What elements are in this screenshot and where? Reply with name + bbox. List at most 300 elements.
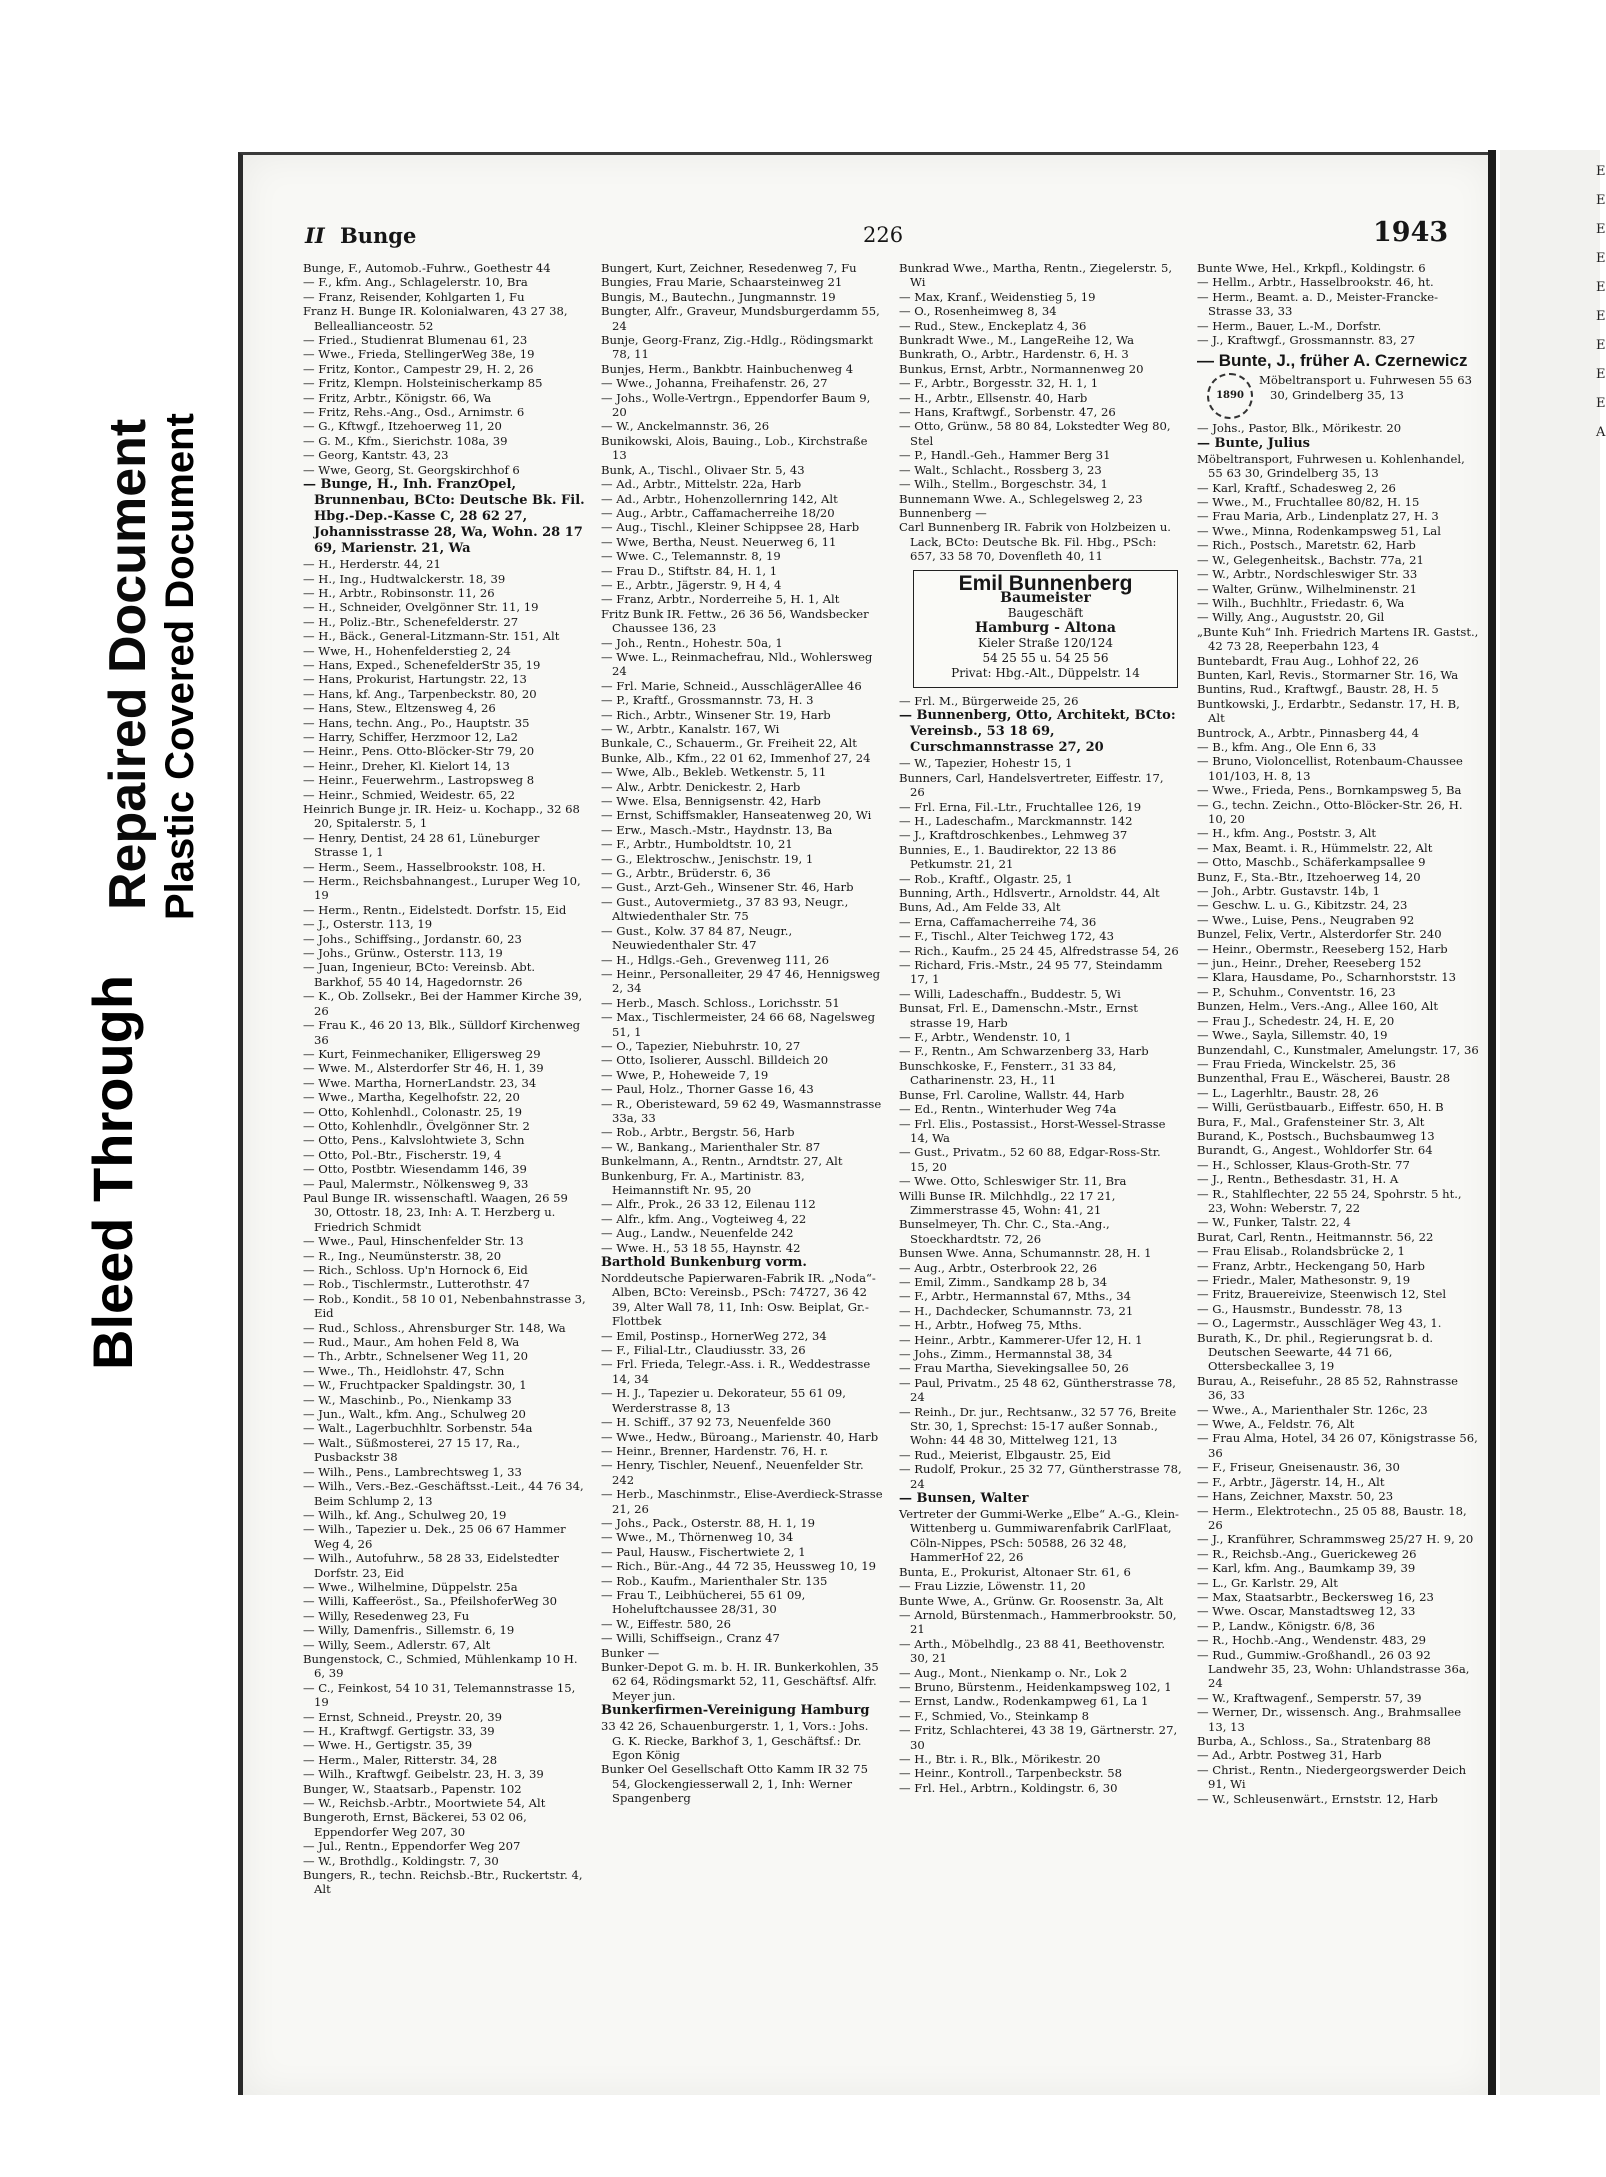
directory-entry: — Wwe. Oscar, Manstadtsweg 12, 33 (1197, 1604, 1416, 1619)
directory-entry: Bunten, Karl, Revis., Stormarner Str. 16, Wa (1197, 667, 1459, 682)
directory-entry: — Rob., Kraftf., Olgastr. 25, 1 (899, 871, 1073, 886)
directory-entry: Bunzen, Helm., Vers.-Ang., Allee 160, Alt (1197, 999, 1439, 1014)
directory-entry: — Friedr., Maler, Mathesonstr. 9, 19 (1197, 1273, 1411, 1287)
margin-letter: E (1596, 367, 1606, 382)
directory-entry: — Frau Martha, Sievekingsallee 50, 26 (899, 1361, 1129, 1376)
directory-entry: — Rud., Meierist, Elbgaustr. 25, Eid (899, 1447, 1111, 1462)
directory-entry: Bunjes, Herm., Bankbtr. Hainbuchenweg 4 (601, 361, 854, 376)
directory-entry: — W., Schleusenwärt., Ernststr. 12, Harb (1197, 1791, 1438, 1806)
directory-entry: — Willi, Ladeschaffn., Buddestr. 5, Wi (899, 986, 1121, 1001)
directory-entry: — R., Reichsb.-Ang., Guerickeweg 26 (1197, 1546, 1417, 1561)
directory-entry: — Fritz, Rehs.-Ang., Osd., Arnimstr. 6 (303, 405, 525, 420)
directory-entry: — Aug., Arbtr., Caffamacherreihe 18/20 (601, 505, 835, 520)
directory-entry: — Ad., Arbtr., Hohenzollernring 142, Alt (601, 491, 838, 506)
directory-entry: — H., Arbtr., Ellsenstr. 40, Harb (899, 390, 1088, 405)
directory-entry: — Bunte, Julius (1197, 435, 1310, 451)
directory-entry: — Wwe. L., Reinmachefrau, Nld., Wohlersweg 24 (601, 649, 873, 679)
directory-entry: — Bunge, H., Inh. FranzOpel, Brunnenbau, BCto: Deutsche Bk. Fil. Hbg.-Dep.-Kasse C, 28 62 27, Johannisstrasse 28, Wa, Wohn. 28 17 69, Marienstr. 21, Wa (303, 477, 585, 557)
directory-entry: — Max, Beamt. i. R., Hümmelstr. 22, Alt (1197, 840, 1433, 855)
directory-entry: — F., Arbtr., Jägerstr. 14, H., Alt (1197, 1474, 1385, 1489)
directory-entry: — Henry, Tischler, Neuenf., Neuenfelder Str. 242 (601, 1458, 864, 1487)
directory-entry: — Joh., Rentn., Hohestr. 50a, 1 (601, 635, 783, 650)
directory-entry: — Paul, Privatm., 25 48 62, Güntherstrasse 78, 24 (899, 1375, 1176, 1405)
directory-entry: — W., Reichsb.-Arbtr., Moortwiete 54, Alt (303, 1796, 546, 1811)
directory-entry: — O., Rosenheimweg 8, 34 (899, 304, 1057, 319)
directory-entry: 33 42 26, Schauenburgerstr. 1, 1, Vors.: Johs. G. K. Riecke, Barkhof 3, 1, Geschäftsf.: Dr. Egon König (601, 1719, 869, 1763)
directory-entry: — Wwe. H., Gertigstr. 35, 39 (303, 1738, 473, 1753)
directory-entry: — H., Dachdecker, Schumannstr. 73, 21 (899, 1303, 1134, 1318)
directory-entry: Buns, Ad., Am Felde 33, Alt (899, 900, 1061, 915)
ad-line-6: Privat: Hbg.-Alt., Düppelstr. 14 (951, 665, 1140, 680)
company-seal-icon: 1890 (1207, 373, 1253, 419)
directory-entry: — Hans, kf. Ang., Tarpenbeckstr. 80, 20 (303, 686, 537, 701)
margin-letter: E (1596, 280, 1606, 295)
directory-entry: — F., Rentn., Am Schwarzenberg 33, Harb (899, 1044, 1149, 1059)
directory-entry: — Wwe. Martha, HornerLandstr. 23, 34 (303, 1075, 537, 1090)
directory-entry: — Heinr., Feuerwehrm., Lastropsweg 8 (303, 773, 535, 788)
label-plastic-covered-document: Plastic Covered Document (158, 413, 202, 920)
directory-entry: — L., Gr. Karlstr. 29, Alt (1197, 1575, 1338, 1590)
directory-entry: — Ernst, Landw., Rodenkampweg 61, La 1 (899, 1694, 1149, 1709)
directory-entry: — Aug., Tischl., Kleiner Schippsee 28, Harb (601, 520, 860, 535)
directory-entry: — Frl. Marie, Schneid., AusschlägerAllee 46 (601, 678, 862, 693)
directory-entry: Burath, K., Dr. phil., Regierungsrat b. d. Deutschen Seewarte, 44 71 66, Ottersbeckallee 3, 19 (1197, 1330, 1434, 1374)
directory-entry: Bunse, Frl. Caroline, Wallstr. 44, Harb (899, 1087, 1125, 1102)
page-edge (1488, 150, 1496, 2095)
directory-entry: — Aug., Mont., Nienkamp o. Nr., Lok 2 (899, 1665, 1128, 1680)
directory-entry: — Wwe., M., Fruchtallee 80/82, H. 15 (1197, 495, 1420, 510)
directory-entry: — Ad., Arbtr., Mittelstr. 22a, Harb (601, 477, 802, 492)
directory-entry: Bunger, W., Staatsarb., Papenstr. 102 (303, 1781, 522, 1796)
directory-entry: Carl Bunnenberg IR. Fabrik von Holzbeizen u. Lack, BCto: Deutsche Bk. Fil. Hbg., PSch: 657, 33 58 70, Dovenfleth 40, 11 (899, 520, 1171, 564)
section-name: Bunge (339, 223, 417, 248)
directory-entry: — Bruno, Violoncellist, Rotenbaum-Chaussee 101/103, H. 8, 13 (1197, 754, 1463, 783)
directory-entry: Möbeltransport, Fuhrwesen u. Kohlenhandel, 55 63 30, Grindelberg 35, 13 (1197, 451, 1465, 481)
directory-entry: — Wilh., Pens., Lambrechtsweg 1, 33 (303, 1464, 522, 1479)
directory-entry: — Ed., Rentn., Winterhuder Weg 74a (899, 1102, 1117, 1117)
directory-entry: — Georg, Kantstr. 43, 23 (303, 448, 449, 463)
directory-entry: — C., Feinkost, 54 10 31, Telemannstrasse 15, 19 (303, 1680, 576, 1710)
directory-entry: — H., Kraftwgf. Gertigstr. 33, 39 (303, 1724, 495, 1738)
directory-entry: Bunkrad Wwe., Martha, Rentn., Ziegelerstr. 5, Wi (899, 261, 1173, 290)
directory-entry: — Richard, Fris.-Mstr., 24 95 77, Steindamm 17, 1 (899, 958, 1163, 987)
directory-entry: — Frau K., 46 20 13, Blk., Sülldorf Kirchenweg 36 (303, 1018, 581, 1047)
directory-entry: — F., Arbtr., Humboldtstr. 10, 21 (601, 837, 793, 852)
directory-entry: Bunsat, Frl. E., Damenschn.-Mstr., Ernst strasse 19, Harb (899, 1001, 1138, 1030)
directory-entry: Bunta, E., Prokurist, Altonaer Str. 61, 6 (899, 1564, 1131, 1579)
directory-entry: — Henry, Dentist, 24 28 61, Lüneburger Strasse 1, 1 (303, 830, 540, 860)
directory-entry: — Rud., Schloss., Ahrensburger Str. 148, Wa (303, 1320, 566, 1335)
page-header (243, 213, 1493, 263)
directory-entry: Burandt, G., Angest., Wohldorfer Str. 64 (1197, 1143, 1433, 1158)
directory-entry: — Otto, Isolierer, Ausschl. Billdeich 20 (601, 1053, 829, 1068)
directory-entry: — Fritz, Schlachterei, 43 38 19, Gärtnerstr. 27, 30 (899, 1723, 1178, 1752)
directory-entry: — Hellm., Arbtr., Hasselbrookstr. 46, ht. (1197, 275, 1434, 290)
directory-entry: — Otto, Grünw., 58 80 84, Lokstedter Weg 80, Stel (899, 419, 1171, 448)
directory-entry: — Fritz, Arbtr., Königstr. 66, Wa (303, 390, 492, 405)
directory-entry: — Heinr., Personalleiter, 29 47 46, Hennigsweg 2, 34 (601, 966, 881, 996)
directory-entry: — Wilh., Vers.-Bez.-Geschäftsst.-Leit., 44 76 34, Beim Schlump 2, 13 (303, 1479, 584, 1508)
directory-entry: Bunning, Arth., Hdlsvertr., Arnoldstr. 44, Alt (899, 886, 1160, 900)
directory-entry: — W., Maschinb., Po., Nienkamp 33 (303, 1392, 512, 1407)
label-bleed-through: Bleed Through (81, 974, 144, 1370)
directory-entry: — Otto, Kohlenhdlr., Övelgönner Str. 2 (303, 1118, 530, 1133)
directory-entry: — Aug., Arbtr., Osterbrook 22, 26 (899, 1260, 1097, 1275)
directory-entry: Bunge, F., Automob.-Fuhrw., Goethestr 44 (303, 261, 551, 275)
directory-entry: — H., Arbtr., Robinsonstr. 11, 26 (303, 585, 495, 600)
directory-entry: — Erna, Caffamacherreihe 74, 36 (899, 914, 1097, 929)
directory-entry: — Johs., Pastor, Blk., Mörikestr. 20 (1197, 421, 1402, 436)
directory-entry: Bunz, F., Sta.-Btr., Itzehoerweg 14, 20 (1197, 869, 1421, 884)
directory-entry: — Fritz, Klempn. Holsteinischerkamp 85 (303, 376, 543, 391)
directory-entry: — Herb., Maschinmstr., Elise-Averdieck-Strasse 21, 26 (601, 1487, 883, 1516)
directory-entry: — Rich., Postsch., Maretstr. 62, Harb (1197, 538, 1416, 553)
directory-entry: — J., Rentn., Bethesdastr. 31, H. A (1197, 1172, 1399, 1187)
directory-entry: — Hans, Zeichner, Maxstr. 50, 23 (1197, 1489, 1394, 1504)
directory-entry: Barthold Bunkenburg vorm. (601, 1255, 807, 1271)
directory-entry: — Frau J., Schedestr. 24, H. E, 20 (1197, 1013, 1395, 1028)
directory-entry: — Juan, Ingenieur, BCto: Vereinsb. Abt. Barkhof, 55 40 14, Hagedornstr. 26 (303, 960, 536, 989)
directory-entry: — Rud., Maur., Am hohen Feld 8, Wa (303, 1335, 520, 1350)
directory-entry: — Emil, Postinsp., HornerWeg 272, 34 (601, 1328, 827, 1343)
directory-entry: — Herb., Masch. Schloss., Lorichsstr. 51 (601, 995, 840, 1010)
directory-entry: — W., Anckelmannstr. 36, 26 (601, 419, 770, 434)
directory-entry: — R., Oberisteward, 59 62 49, Wasmannstrasse 33a, 33 (601, 1096, 882, 1125)
directory-entry: — Wwe, H., Hohenfelderstieg 2, 24 (303, 643, 511, 658)
page-year: 1943 (1373, 217, 1449, 248)
directory-entry: — Frau Lizzie, Löwenstr. 11, 20 (899, 1579, 1086, 1594)
directory-entry: — W., Fruchtpacker Spaldingstr. 30, 1 (303, 1378, 527, 1393)
directory-entry: — W., Brothdlg., Koldingstr. 7, 30 (303, 1853, 499, 1868)
ad-company-name: Emil Bunnenberg (958, 571, 1133, 595)
directory-entry: — Franz, Reisender, Kohlgarten 1, Fu (303, 289, 525, 304)
margin-letter: E (1596, 396, 1606, 411)
directory-entry: — G. M., Kfm., Sierichstr. 108a, 39 (303, 433, 508, 448)
directory-entry: — Herm., Bauer, L.-M., Dorfstr. (1197, 318, 1382, 333)
directory-entry: — Heinr., Obermstr., Reeseberg 152, Harb (1197, 941, 1448, 956)
directory-entry: Bungert, Kurt, Zeichner, Resedenweg 7, Fu (601, 261, 857, 275)
directory-entry: — H., Schneider, Ovelgönner Str. 11, 19 (303, 600, 539, 615)
directory-entry: — Franz, Arbtr., Heckengang 50, Harb (1197, 1258, 1425, 1273)
directory-entry: — L., Lagerhltr., Baustr. 28, 26 (1197, 1085, 1379, 1100)
ad-line-4: Kieler Straße 120/124 (977, 635, 1114, 650)
directory-entry: — Frl. Hel., Arbtrn., Koldingstr. 6, 30 (899, 1780, 1118, 1795)
directory-entry: — Karl, Kraftf., Schadesweg 2, 26 (1197, 480, 1396, 495)
directory-entry: — P., Schuhm., Conventstr. 16, 23 (1197, 984, 1396, 999)
directory-entry: — Max, Kranf., Weidenstieg 5, 19 (899, 289, 1096, 304)
directory-entry: — Bruno, Bürstenm., Heidenkampsweg 102, 1 (899, 1679, 1172, 1694)
directory-entry: — Wwe., Frieda, StellingerWeg 38e, 19 (303, 347, 535, 362)
directory-entry: — Herm., Rentn., Eidelstedt. Dorfstr. 15, Eid (303, 902, 567, 917)
side-labels (70, 250, 230, 1370)
ad-line-1: Baumeister (1000, 589, 1091, 606)
directory-entry: — Rob., Kondit., 58 10 01, Nebenbahnstrasse 3, Eid (303, 1291, 586, 1321)
directory-entry: — F., Friseur, Gneisenaustr. 36, 30 (1197, 1460, 1400, 1475)
directory-entry: — Ernst, Schiffsmakler, Hanseatenweg 20, Wi (601, 808, 872, 823)
section-number: II (305, 223, 325, 248)
directory-entry: — G., Hausmstr., Bundesstr. 78, 13 (1197, 1301, 1403, 1316)
directory-entry: — Otto, Pol.-Btr., Fischerstr. 19, 4 (303, 1147, 502, 1162)
directory-entry: — Rich., Arbtr., Winsener Str. 19, Harb (601, 707, 831, 722)
directory-entry: Buntins, Rud., Kraftwgf., Baustr. 28, H. 5 (1197, 682, 1439, 697)
column-3-part-a (899, 261, 1182, 564)
column-3 (899, 261, 1182, 1795)
directory-entry: — Harry, Schiffer, Herzmoor 12, La2 (303, 729, 519, 744)
directory-entry: — Wwe., Th., Heidlohstr. 47, Schn (303, 1363, 505, 1378)
margin-letter: E (1596, 193, 1606, 208)
column-4-part-b (1197, 421, 1480, 1806)
directory-entry: Bunte Wwe, A., Grünw. Gr. Roosenstr. 3a, Alt (899, 1593, 1164, 1608)
directory-entry: — Jun., Walt., kfm. Ang., Schulweg 20 (303, 1407, 526, 1422)
directory-entry: Bunnenberg — (899, 505, 987, 520)
directory-entry: — Wwe. H., 53 18 55, Haynstr. 42 (601, 1240, 801, 1255)
directory-entry: — Herm., Beamt. a. D., Meister-Francke-Strasse 33, 33 (1197, 289, 1439, 319)
directory-entry: — Wwe., Wilhelmine, Düppelstr. 25a (303, 1579, 518, 1594)
ad-line-5: 54 25 55 u. 54 25 56 (982, 650, 1109, 665)
directory-entry: — Karl, kfm. Ang., Baumkamp 39, 39 (1197, 1561, 1416, 1576)
directory-entry: Bunje, Georg-Franz, Zig.-Hdlg., Rödingsmarkt 78, 11 (601, 333, 874, 362)
directory-entry: — Franz, Arbtr., Norderreihe 5, H. 1, Alt (601, 592, 840, 607)
ad-line-3: Hamburg - Altona (974, 619, 1117, 636)
directory-entry: — Johs., Schiffsing., Jordanstr. 60, 23 (303, 931, 522, 946)
directory-entry: Burau, A., Reisefuhr., 28 85 52, Rahnstrasse 36, 33 (1197, 1373, 1459, 1403)
column-2 (601, 261, 884, 1806)
margin-letter: E (1596, 251, 1606, 266)
page-number: 226 (863, 223, 904, 247)
directory-entry: — H. Schiff., 37 92 73, Neuenfelde 360 (601, 1415, 832, 1430)
directory-entry: Bunk, A., Tischl., Olivaer Str. 5, 43 (601, 462, 805, 477)
directory-entry: — Otto, Postbtr. Wiesendamm 146, 39 (303, 1162, 527, 1177)
directory-columns (303, 261, 1483, 1961)
directory-entry: — Rich., Bür.-Ang., 44 72 35, Heussweg 10, 19 (601, 1559, 877, 1574)
directory-entry: — H., Hdlgs.-Geh., Grevenweg 111, 26 (601, 952, 829, 967)
directory-entry: Bungenstock, C., Schmied, Mühlenkamp 10 H. 6, 39 (303, 1651, 578, 1681)
directory-entry: Bungies, Frau Marie, Schaarsteinweg 21 (601, 275, 843, 290)
directory-entry: — F., Schmied, Vo., Steinkamp 8 (899, 1708, 1090, 1723)
directory-entry: — Frau T., Leibhücherei, 55 61 09, Hoheluftchaussee 28/31, 30 (601, 1587, 806, 1617)
directory-entry: — Frl. M., Bürgerweide 25, 26 (899, 693, 1079, 708)
directory-entry: — H., Ladeschafm., Marckmannstr. 142 (899, 813, 1133, 828)
directory-entry: — Hans, techn. Ang., Po., Hauptstr. 35 (303, 715, 530, 730)
directory-entry: — Alw., Arbtr. Denickestr. 2, Harb (601, 779, 801, 794)
directory-entry: — O., Lagermstr., Ausschläger Weg 43, 1. (1197, 1316, 1442, 1331)
directory-entry: Bunker-Depot G. m. b. H. IR. Bunkerkohlen, 35 62 64, Rödingsmarkt 52, 11, Geschäftsf. Alfr. Meyer jun. (601, 1660, 879, 1703)
bunte-j-block (1207, 373, 1480, 419)
directory-entry: Burat, Carl, Rentn., Heitmannstr. 56, 22 (1197, 1229, 1434, 1244)
margin-letter: E (1596, 164, 1606, 179)
directory-entry: Bunkus, Ernst, Arbtr., Normannenweg 20 (899, 361, 1144, 376)
directory-entry: — Wwe, Bertha, Neust. Neuerweg 6, 11 (601, 534, 837, 549)
directory-entry: Franz H. Bunge IR. Kolonialwaren, 43 27 38, Belleallianceostr. 52 (303, 304, 568, 333)
directory-entry: Bunselmeyer, Th. Chr. C., Sta.-Ang., Stoeckhardtstr. 72, 26 (899, 1217, 1110, 1246)
running-head (305, 223, 416, 248)
directory-entry: — Gust., Kolw. 37 84 87, Neugr., Neuwiedenthaler Str. 47 (601, 923, 793, 953)
directory-entry: — Walt., Süßmosterei, 27 15 17, Ra., Pusbackstr 38 (303, 1435, 520, 1465)
directory-entry: — F., Tischl., Alter Teichweg 172, 43 (899, 929, 1115, 944)
directory-entry: Bunzendahl, C., Kunstmaler, Amelungstr. 17, 36 (1197, 1042, 1479, 1057)
directory-entry: — Paul, Holz., Thorner Gasse 16, 43 (601, 1082, 814, 1097)
directory-entry: — jun., Heinr., Dreher, Reeseberg 152 (1197, 956, 1422, 971)
directory-entry: — Frl. Erna, Fil.-Ltr., Fruchtallee 126, 19 (899, 799, 1142, 814)
directory-entry: — Wwe. M., Alsterdorfer Str 46, H. 1, 39 (303, 1061, 544, 1076)
directory-entry: — Geschw. L. u. G., Kibitzstr. 24, 23 (1197, 898, 1408, 913)
directory-entry: — Wilh., Buchhltr., Friedastr. 6, Wa (1197, 595, 1405, 610)
directory-entry: — W., Arbtr., Kanalstr. 167, Wi (601, 722, 780, 736)
ad-line-2: Baugeschäft (1007, 605, 1084, 620)
directory-entry: — Hans, Kraftwgf., Sorbenstr. 47, 26 (899, 405, 1116, 420)
directory-entry: Bunkradt Wwe., M., LangeReihe 12, Wa (899, 333, 1134, 348)
directory-entry: — W., Tapezier, Hohestr 15, 1 (899, 756, 1073, 771)
bunte-j-text: Möbeltransport u. Fuhrwesen 55 63 30, Grindelberg 35, 13 (1259, 373, 1472, 402)
directory-entry: Heinrich Bunge jr. IR. Heiz- u. Kochapp., 32 68 20, Spitalerstr. 5, 1 (303, 802, 580, 831)
directory-entry: — Rich., Schloss. Up'n Hornock 6, Eid (303, 1263, 528, 1277)
adjacent-page-margin (1500, 150, 1606, 2095)
directory-entry: — J., Kranführer, Schrammsweg 25/27 H. 9, 20 (1197, 1532, 1474, 1547)
directory-entry: — Rob., Kaufm., Marienthaler Str. 135 (601, 1573, 828, 1588)
directory-entry: — G., techn. Zeichn., Otto-Blöcker-Str. 26, H. 10, 20 (1197, 797, 1463, 826)
directory-entry: — G., Kftwgf., Itzehoerweg 11, 20 (303, 419, 502, 434)
directory-entry: — Willi, Gerüstbauarb., Eiffestr. 650, H. B (1197, 1100, 1444, 1115)
directory-entry: — Wwe. Otto, Schleswiger Str. 11, Bra (899, 1174, 1127, 1189)
directory-entry: — Fritz, Brauereivize, Steenwisch 12, Stel (1197, 1287, 1447, 1302)
directory-entry: — Johs., Pack., Osterstr. 88, H. 1, 19 (601, 1515, 816, 1530)
label-repaired-document: Repaired Document (99, 418, 157, 910)
directory-entry: — H., Arbtr., Hofweg 75, Mths. (899, 1318, 1082, 1333)
directory-entry: — Arth., Möbelhdlg., 23 88 41, Beethovenstr. 30, 21 (899, 1636, 1166, 1666)
directory-entry: — J., Kraftdroschkenbes., Lehmweg 37 (899, 828, 1128, 843)
directory-entry: — Willy, Seem., Adlerstr. 67, Alt (303, 1637, 491, 1652)
directory-entry: Bunke, Alb., Kfm., 22 01 62, Immenhof 27, 24 (601, 750, 871, 765)
directory-entry: — Wwe., A., Marienthaler Str. 126c, 23 (1197, 1402, 1428, 1417)
directory-entry: Bungeroth, Ernst, Bäckerei, 53 02 06, Eppendorfer Weg 207, 30 (303, 1810, 527, 1839)
directory-entry: Bunnies, E., 1. Baudirektor, 22 13 86 Petkumstr. 21, 21 (899, 842, 1117, 872)
directory-entry: Willi Bunse IR. Milchhdlg., 22 17 21, Zimmerstrasse 45, Wohn: 41, 21 (899, 1188, 1116, 1217)
directory-entry: — Aug., Landw., Neuenfelde 242 (601, 1226, 794, 1241)
directory-entry: — R., Hochb.-Ang., Wendenstr. 483, 29 (1197, 1633, 1427, 1648)
directory-entry: — Willy, Ang., Auguststr. 20, Gil (1197, 610, 1385, 625)
directory-entry: — F., kfm. Ang., Schlagelerstr. 10, Bra (303, 275, 528, 290)
directory-entry: Bunikowski, Alois, Bauing., Lob., Kirchstraße 13 (601, 433, 868, 463)
directory-entry: — Wwe., Johanna, Freihafenstr. 26, 27 (601, 376, 828, 391)
directory-entry: „Bunte Kuh“ Inh. Friedrich Martens IR. Gastst., 42 73 28, Reeperbahn 123, 4 (1197, 624, 1479, 654)
directory-entry: — Emil, Zimm., Sandkamp 28 b, 34 (899, 1274, 1108, 1289)
directory-entry: — F., Filial-Ltr., Claudiusstr. 33, 26 (601, 1343, 806, 1358)
directory-entry: — W., Gelegenheitsk., Bachstr. 77a, 21 (1197, 552, 1424, 567)
directory-page (238, 152, 1493, 2095)
directory-entry: Bungers, R., techn. Reichsb.-Btr., Ruckertstr. 4, Alt (303, 1868, 583, 1897)
directory-entry: — Fried., Studienrat Blumenau 61, 23 (303, 333, 528, 348)
directory-entry: Bunte Wwe, Hel., Krkpfl., Koldingstr. 6 (1197, 261, 1426, 275)
directory-entry: — Herm., Seem., Hasselbrookstr. 108, H. (303, 859, 546, 874)
directory-entry: — Bunnenberg, Otto, Architekt, BCto: Vereinsb., 53 18 69, Curschmannstrasse 27, 20 (899, 708, 1176, 756)
directory-entry: — Walt., Schlacht., Rossberg 3, 23 (899, 462, 1102, 477)
directory-entry: — Gust., Privatm., 52 60 88, Edgar-Ross-Str. 15, 20 (899, 1145, 1161, 1174)
directory-entry: — Christ., Rentn., Niedergeorgswerder Deich 91, Wi (1197, 1762, 1467, 1792)
directory-entry: — Willy, Damenfris., Sillemstr. 6, 19 (303, 1623, 515, 1638)
directory-entry: — Frl. Elis., Postassist., Horst-Wessel-Strasse 14, Wa (899, 1116, 1166, 1145)
directory-entry: — F., Arbtr., Wendenstr. 10, 1 (899, 1030, 1072, 1045)
directory-entry: Bura, F., Mal., Grafensteiner Str. 3, Alt (1197, 1114, 1425, 1129)
directory-entry: — H., Bäck., General-Litzmann-Str. 151, Alt (303, 629, 560, 644)
directory-entry: — Wilh., Tapezier u. Dek., 25 06 67 Hammer Weg 4, 26 (303, 1522, 566, 1551)
directory-entry: — O., Tapezier, Niebuhrstr. 10, 27 (601, 1038, 801, 1053)
directory-entry: — Kurt, Feinmechaniker, Elligersweg 29 (303, 1046, 541, 1061)
directory-entry: — B., kfm. Ang., Ole Enn 6, 33 (1197, 739, 1377, 754)
directory-entry: — Walter, Grünw., Wilhelminenstr. 21 (1197, 581, 1417, 596)
directory-entry: Fritz Bunk IR. Fettw., 26 36 56, Wandsbecker Chaussee 136, 23 (601, 606, 869, 636)
directory-entry: — Frau Elisab., Rolandsbrücke 2, 1 (1197, 1244, 1405, 1259)
directory-entry: — Werner, Dr., wissensch. Ang., Brahmsallee 13, 13 (1197, 1705, 1462, 1734)
directory-entry: — Wwe., Paul, Hinschenfelder Str. 13 (303, 1234, 524, 1249)
directory-entry: — Heinr., Kontroll., Tarpenbeckstr. 58 (899, 1766, 1123, 1781)
directory-entry: — W., Arbtr., Nordschleswiger Str. 33 (1197, 567, 1418, 582)
directory-entry: — Otto, Pens., Kalvslohtwiete 3, Schn (303, 1133, 525, 1148)
directory-entry: — Heinr., Schmied, Weidestr. 65, 22 (303, 787, 515, 802)
directory-entry: — Johs., Zimm., Hermannstal 38, 34 (899, 1347, 1113, 1361)
directory-entry: — Heinr., Brenner, Hardenstr. 76, H. r. (601, 1443, 829, 1458)
directory-entry: — G., Elektroschw., Jenischstr. 19, 1 (601, 851, 814, 866)
directory-entry: — Hans, Exped., SchenefelderStr 35, 19 (303, 657, 541, 672)
directory-entry: — Alfr., kfm. Ang., Vogteiweg 4, 22 (601, 1211, 807, 1226)
directory-entry: — Alfr., Prok., 26 33 12, Eilenau 112 (601, 1197, 816, 1212)
directory-entry: — Willy, Resedenweg 23, Fu (303, 1608, 470, 1623)
directory-entry: Bunkrath, O., Arbtr., Hardenstr. 6, H. 3 (899, 347, 1129, 362)
margin-letter: E (1596, 222, 1606, 237)
directory-entry: — Wwe., M., Thörnenweg 10, 34 (601, 1530, 794, 1545)
directory-entry: Bunners, Carl, Handelsvertreter, Eiffestr. 17, 26 (899, 770, 1164, 800)
directory-entry: Bungis, M., Bautechn., Jungmannstr. 19 (601, 289, 836, 304)
directory-entry: Buntebardt, Frau Aug., Lohhof 22, 26 (1197, 653, 1419, 668)
directory-entry: — G., Arbtr., Brüderstr. 6, 36 (601, 866, 771, 881)
directory-entry: — R., Stahlflechter, 22 55 24, Spohrstr. 5 ht., 23, Wohn: Weberstr. 7, 22 (1197, 1186, 1462, 1215)
directory-entry: — Otto, Maschb., Schäferkampsallee 9 (1197, 855, 1426, 870)
column-4-part-a (1197, 261, 1480, 347)
directory-entry: — Wilh., Kraftwgf. Geibelstr. 23, H. 3, 39 (303, 1767, 544, 1782)
directory-entry: — Herm., Elektrotechn., 25 05 88, Baustr. 18, 26 (1197, 1503, 1467, 1532)
directory-entry: — Paul, Hausw., Fischertwiete 2, 1 (601, 1544, 806, 1559)
directory-entry: — J., Osterstr. 113, 19 (303, 917, 433, 932)
directory-entry: — W., Bankang., Marienthaler Str. 87 (601, 1139, 821, 1154)
directory-entry: — Wwe. C., Telemannstr. 8, 19 (601, 549, 781, 564)
directory-entry: Burand, K., Postsch., Buchsbaumweg 13 (1197, 1128, 1435, 1143)
directory-entry: — Fritz, Kontor., Campestr 29, H. 2, 26 (303, 361, 534, 376)
directory-entry: — Rud., Gummiw.-Großhandl., 26 03 92 Landwehr 35, 23, Wohn: Uhlandstrasse 36a, 24 (1197, 1647, 1470, 1691)
directory-entry: Buntrock, A., Arbtr., Pinnasberg 44, 4 (1197, 725, 1420, 740)
directory-entry: — Heinr., Dreher, Kl. Kielort 14, 13 (303, 758, 510, 773)
directory-entry: — Heinr., Arbtr., Kammerer-Ufer 12, H. 1 (899, 1332, 1143, 1347)
directory-entry: — Max, Staatsarbtr., Beckersweg 16, 23 (1197, 1589, 1434, 1604)
directory-entry: — Frau Frieda, Winckelstr. 25, 36 (1197, 1056, 1396, 1071)
advertisement-bunnenberg (913, 570, 1178, 688)
margin-letter: A (1596, 425, 1606, 440)
directory-entry: — J., Kraftwgf., Grossmannstr. 83, 27 (1197, 333, 1416, 348)
margin-letter: E (1596, 338, 1606, 353)
directory-entry: — Herm., Maler, Ritterstr. 34, 28 (303, 1752, 498, 1767)
directory-entry: — H., kfm. Ang., Poststr. 3, Alt (1197, 826, 1377, 841)
directory-entry: — Frau D., Stiftstr. 84, H. 1, 1 (601, 563, 778, 578)
directory-entry: — Ernst, Schneid., Preystr. 20, 39 (303, 1709, 503, 1724)
directory-entry: Bunzenthal, Frau E., Wäscherei, Baustr. 28 (1197, 1071, 1451, 1086)
directory-entry: — Rich., Kaufm., 25 24 45, Alfredstrasse 54, 26 (899, 943, 1179, 958)
directory-entry: Bunker — (601, 1645, 660, 1660)
directory-entry: — Rob., Tischlermstr., Lutterothstr. 47 (303, 1277, 530, 1292)
directory-entry: — H., Herderstr. 44, 21 (303, 557, 441, 572)
directory-entry: Bunschkoske, F., Fensterr., 31 33 84, Catharinenstr. 23, H., 11 (899, 1058, 1117, 1088)
directory-entry: — Willi, Schiffseign., Cranz 47 (601, 1631, 780, 1646)
directory-entry: — Frau Alma, Hotel, 34 26 07, Königstrasse 56, 36 (1197, 1431, 1478, 1460)
directory-entry: — Erw., Masch.-Mstr., Haydnstr. 13, Ba (601, 822, 833, 837)
directory-entry: — H., Schlosser, Klaus-Groth-Str. 77 (1197, 1157, 1410, 1172)
